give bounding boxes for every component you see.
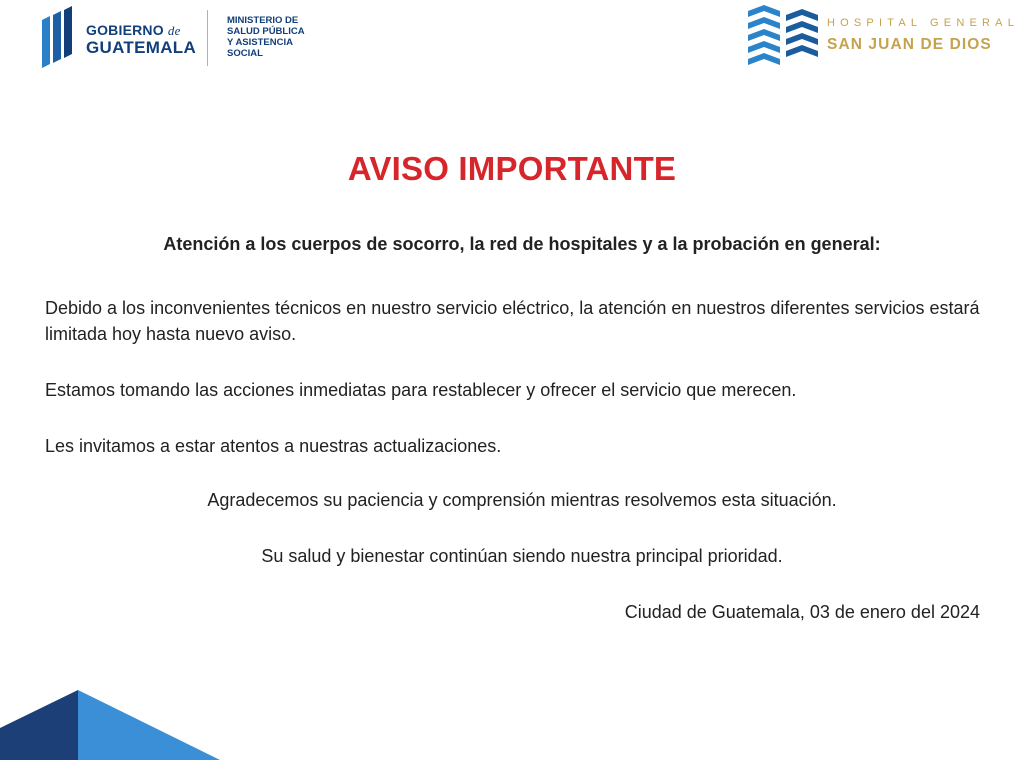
priority-line: Su salud y bienestar continúan siendo nuestra principal prioridad.	[261, 546, 783, 566]
notice-subtitle: Atención a los cuerpos de socorro, la red de hospitales y a la probación en general:	[163, 234, 881, 254]
government-name	[86, 22, 196, 56]
hospital-logo	[746, 3, 1018, 67]
place-date: Ciudad de Guatemala, 03 de enero del 2024	[624, 602, 980, 622]
notice-paragraph: Les invitamos a estar atentos a nuestras actualizaciones.	[45, 436, 502, 456]
logo-divider	[207, 10, 208, 66]
hospital-line2: SAN JUAN DE DIOS	[827, 36, 992, 53]
hospital-emblem-icon	[746, 3, 822, 67]
thanks-line: Agradecemos su paciencia y comprensión mientras resolvemos esta situación.	[207, 490, 837, 510]
gov-emblem-icon	[40, 6, 78, 68]
gov-line2: GUATEMALA	[86, 38, 197, 57]
ministry-name	[227, 15, 337, 59]
government-logo	[40, 6, 340, 72]
notice-title: AVISO IMPORTANTE	[347, 150, 677, 187]
hospital-line1: HOSPITAL GENERAL	[827, 17, 1020, 29]
notice-paragraph: Debido a los inconvenientes técnicos en nuestro servicio eléctrico, la atención en nuestros diferentes servicios estará limitada hoy hasta nuevo aviso.	[45, 298, 980, 344]
gov-line1: GOBIERNO	[86, 22, 164, 38]
notice-paragraph: Estamos tomando las acciones inmediatas para restablecer y ofrecer el servicio que merecen.	[45, 380, 797, 400]
ministry-line: SALUD PÚBLICA	[227, 26, 305, 37]
ministry-line: MINISTERIO DE	[227, 15, 299, 26]
corner-decoration-icon	[0, 690, 220, 760]
ministry-line: Y ASISTENCIA	[227, 37, 293, 48]
ministry-line: SOCIAL	[227, 48, 263, 59]
gov-line1-de: de	[167, 23, 181, 38]
